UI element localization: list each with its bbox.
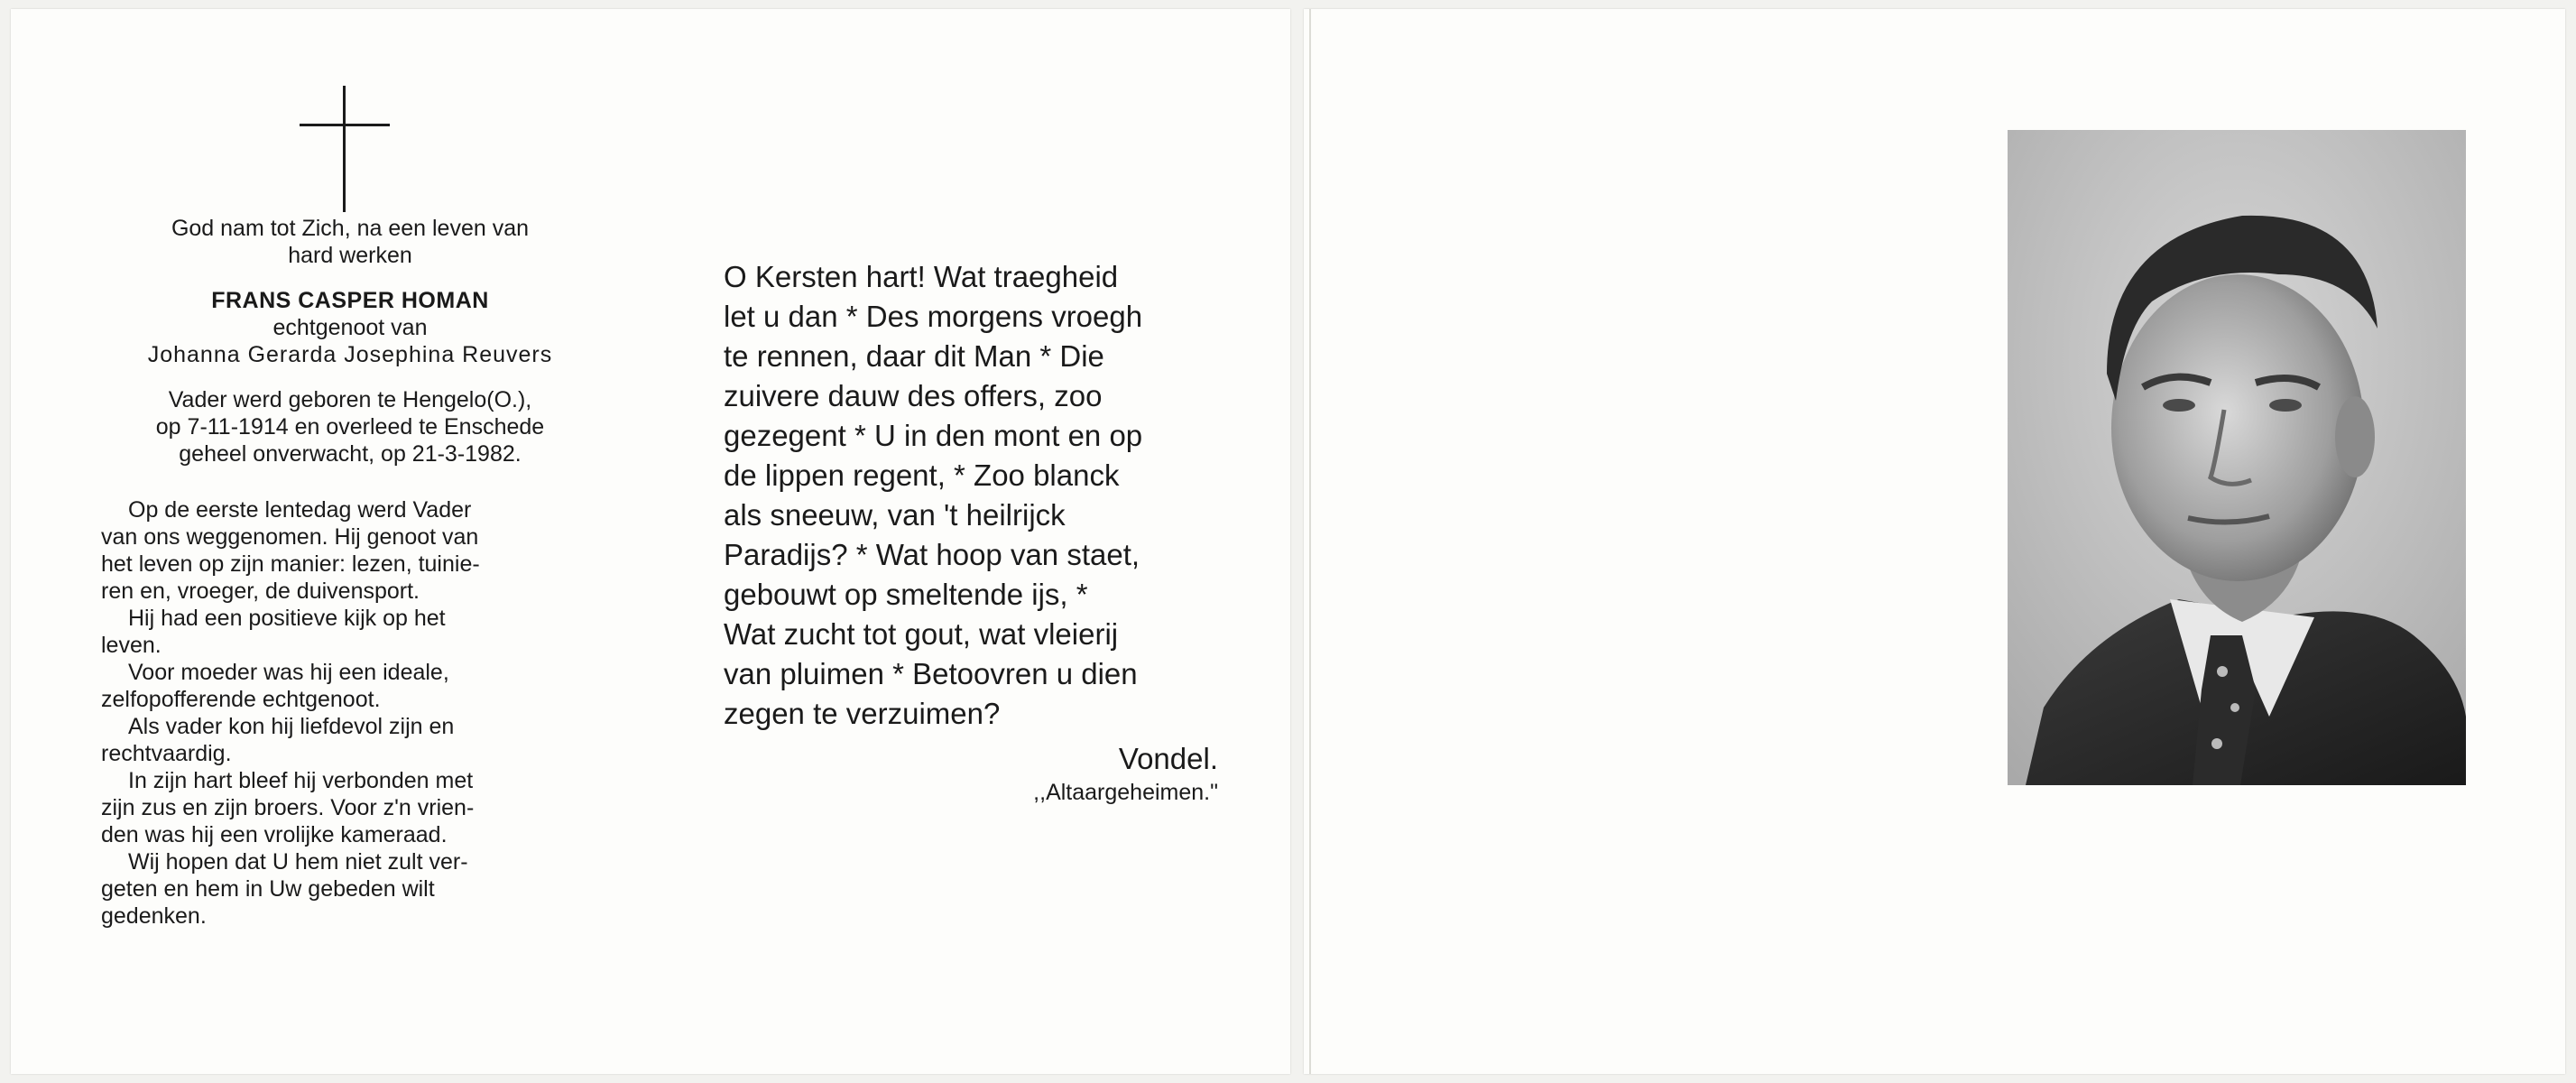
body-paragraph bbox=[101, 659, 599, 686]
body-line: geten en hem in Uw gebeden wilt bbox=[101, 876, 435, 902]
body-line: Als vader kon hij liefdevol zijn en bbox=[128, 714, 455, 739]
obituary-body bbox=[101, 496, 599, 930]
dates-line: op 7-11-1914 en overleed te Enschede bbox=[155, 414, 545, 440]
poem-line: Paradijs? * Wat hoop van staet, bbox=[724, 538, 1140, 571]
body-line: het leven op zijn manier: lezen, tuinie- bbox=[101, 551, 480, 577]
body-line: leven. bbox=[101, 633, 162, 658]
body-paragraph bbox=[101, 713, 599, 740]
poem-author: Vondel. bbox=[1118, 742, 1218, 775]
poem bbox=[724, 257, 1229, 806]
body-line: In zijn hart bleef hij verbonden met bbox=[128, 768, 474, 793]
portrait-photo bbox=[2008, 130, 2466, 785]
spouse-name: Johanna Gerarda Josephina Reuvers bbox=[147, 342, 553, 367]
dates-line: Vader werd geboren te Hengelo(O.), bbox=[168, 387, 532, 412]
intro-line-2: hard werken bbox=[288, 243, 412, 268]
memorial-card-inside bbox=[11, 9, 1290, 1074]
fold-line bbox=[1309, 9, 1311, 1074]
poem-line: let u dan * Des morgens vroegh bbox=[724, 300, 1143, 333]
body-line: den was hij een vrolijke kameraad. bbox=[101, 822, 448, 847]
intro-line-1: God nam tot Zich, na een leven van bbox=[171, 216, 530, 241]
body-line: zelfopofferende echtgenoot. bbox=[101, 687, 381, 712]
poem-line: O Kersten hart! Wat traegheid bbox=[724, 260, 1119, 293]
obituary-text bbox=[101, 215, 599, 930]
life-dates bbox=[101, 386, 599, 467]
body-line: rechtvaardig. bbox=[101, 741, 232, 766]
body-paragraph bbox=[101, 496, 599, 523]
poem-line: zuivere dauw des offers, zoo bbox=[724, 379, 1103, 412]
memorial-card-outside bbox=[1304, 9, 2565, 1074]
poem-line: van pluimen * Betoovren u dien bbox=[724, 657, 1138, 690]
portrait-photo-icon bbox=[2008, 130, 2466, 785]
poem-line: zegen te verzuimen? bbox=[724, 697, 1001, 730]
body-paragraph bbox=[101, 605, 599, 632]
poem-line: als sneeuw, van 't heilrijck bbox=[724, 498, 1066, 532]
spouse-label: echtgenoot van bbox=[272, 315, 428, 340]
deceased-name: FRANS CASPER HOMAN bbox=[211, 288, 489, 313]
body-paragraph bbox=[101, 848, 599, 875]
body-line: Hij had een positieve kijk op het bbox=[128, 606, 446, 631]
poem-line: gebouwt op smeltende ijs, * bbox=[724, 578, 1088, 611]
body-line: Voor moeder was hij een ideale, bbox=[128, 660, 449, 685]
body-line: gedenken. bbox=[101, 903, 207, 929]
poem-line: Wat zucht tot gout, wat vleierij bbox=[724, 617, 1119, 651]
body-line: ren en, vroeger, de duivensport. bbox=[101, 579, 420, 604]
body-line: Wij hopen dat U hem niet zult ver- bbox=[128, 849, 468, 875]
dates-line: geheel onverwacht, op 21-3-1982. bbox=[179, 441, 522, 467]
poem-source: ,,Altaargeheimen." bbox=[1033, 780, 1218, 805]
cross-icon bbox=[300, 86, 390, 212]
body-paragraph bbox=[101, 767, 599, 794]
body-line: zijn zus en zijn broers. Voor z'n vrien- bbox=[101, 795, 475, 820]
poem-line: gezegent * U in den mont en op bbox=[724, 419, 1143, 452]
poem-line: te rennen, daar dit Man * Die bbox=[724, 339, 1104, 373]
body-line: Op de eerste lentedag werd Vader bbox=[128, 497, 472, 523]
poem-line: de lippen regent, * Zoo blanck bbox=[724, 458, 1120, 492]
body-line: van ons weggenomen. Hij genoot van bbox=[101, 524, 479, 550]
